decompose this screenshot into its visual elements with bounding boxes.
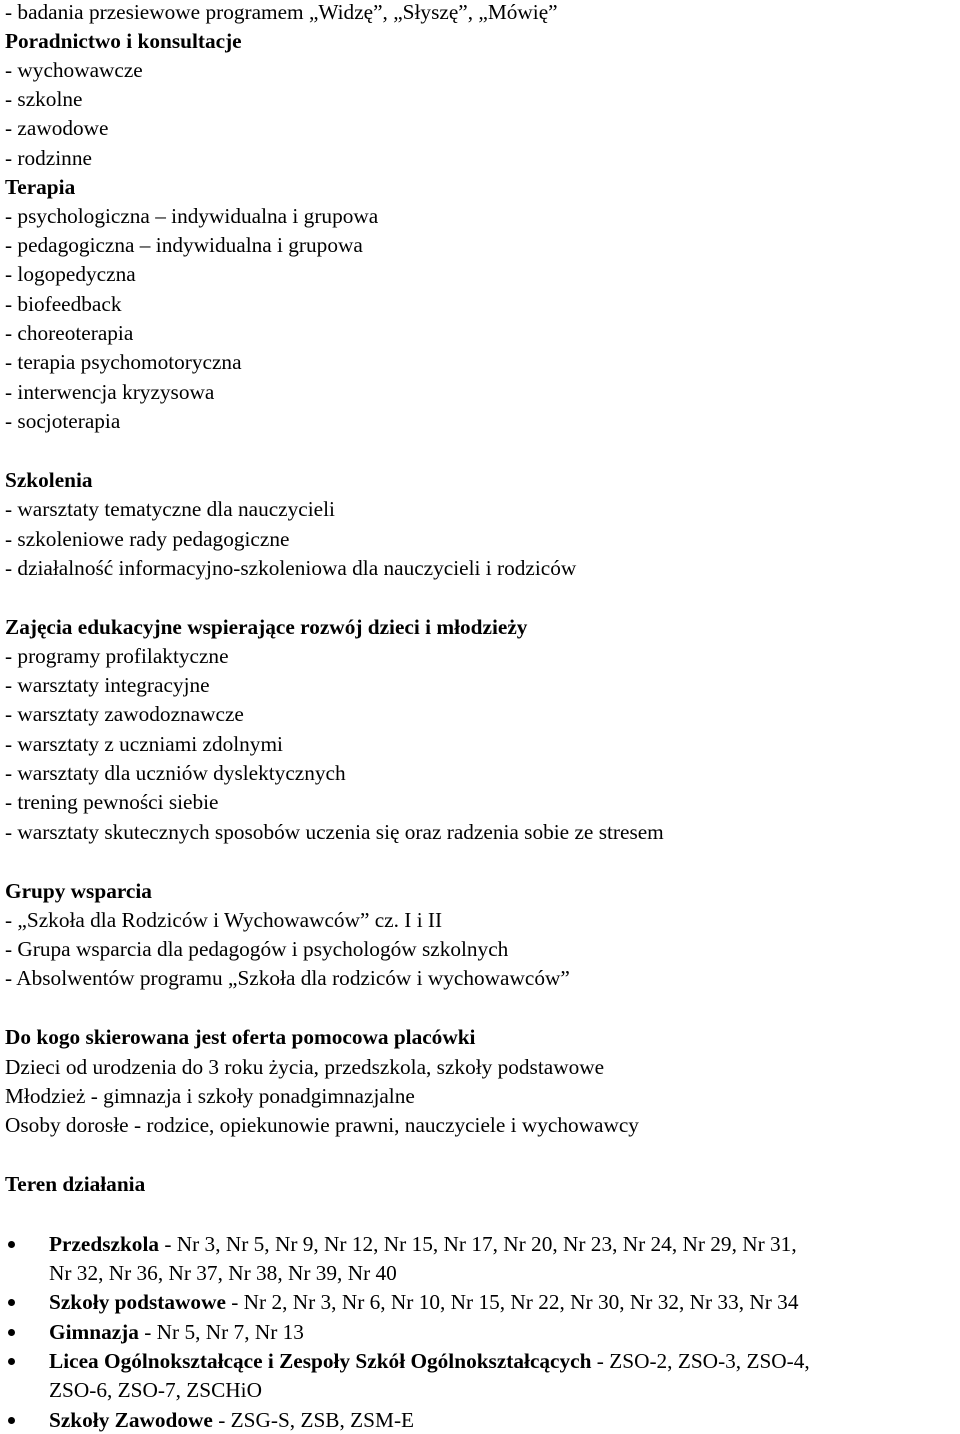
bullet-label: Szkoły podstawowe bbox=[49, 1290, 226, 1314]
bullet-text: ZSO-6, ZSO-7, ZSCHiO bbox=[49, 1378, 262, 1402]
list-item: - warsztaty integracyjne bbox=[5, 673, 210, 697]
bullet-text: - Nr 2, Nr 3, Nr 6, Nr 10, Nr 15, Nr 22, Nr 30, Nr 32, Nr 33, Nr 34 bbox=[225, 1290, 799, 1314]
list-item: - biofeedback bbox=[5, 292, 122, 316]
bullet-dot-icon bbox=[8, 1417, 15, 1424]
list-item: - działalność informacyjno-szkoleniowa dla nauczycieli i rodziców bbox=[5, 556, 577, 580]
list-item: - rodzinne bbox=[5, 146, 92, 170]
list-item: - logopedyczna bbox=[5, 262, 136, 286]
list-item: - warsztaty z uczniami zdolnymi bbox=[5, 732, 283, 756]
bullet-dot-icon bbox=[8, 1241, 15, 1248]
bullet-label: Przedszkola bbox=[49, 1232, 160, 1256]
section-heading-terapia: Terapia bbox=[5, 175, 76, 199]
list-item: - zawodowe bbox=[5, 116, 109, 140]
section-heading-teren: Teren działania bbox=[5, 1172, 146, 1196]
bullet-dot-icon bbox=[8, 1299, 15, 1306]
list-item: - Grupa wsparcia dla pedagogów i psychologów szkolnych bbox=[5, 937, 509, 961]
bullet-label: Gimnazja bbox=[49, 1320, 139, 1344]
section-heading-zajecia: Zajęcia edukacyjne wspierające rozwój dzieci i młodzieży bbox=[5, 615, 528, 639]
badania-line: - badania przesiewowe programem „Widzę”, „Słyszę”, „Mówię” bbox=[5, 0, 558, 24]
section-heading-poradnictwo: Poradnictwo i konsultacje bbox=[5, 29, 242, 53]
list-item: - szkoleniowe rady pedagogiczne bbox=[5, 527, 290, 551]
list-item: - terapia psychomotoryczna bbox=[5, 350, 242, 374]
list-item: - interwencja kryzysowa bbox=[5, 380, 215, 404]
list-item: - Absolwentów programu „Szkoła dla rodziców i wychowawców” bbox=[5, 966, 570, 990]
list-item: - szkolne bbox=[5, 87, 83, 111]
section-heading-szkolenia: Szkolenia bbox=[5, 468, 93, 492]
section-heading-grupy: Grupy wsparcia bbox=[5, 879, 152, 903]
section-heading-do-kogo: Do kogo skierowana jest oferta pomocowa placówki bbox=[5, 1025, 476, 1049]
bullet-label: Szkoły Zawodowe bbox=[49, 1408, 213, 1432]
list-item: - trening pewności siebie bbox=[5, 790, 219, 814]
list-item: Osoby dorosłe - rodzice, opiekunowie prawni, nauczyciele i wychowawcy bbox=[5, 1113, 639, 1137]
list-item: - wychowawcze bbox=[5, 58, 143, 82]
list-item: Młodzież - gimnazja i szkoły ponadgimnazjalne bbox=[5, 1084, 415, 1108]
bullet-dot-icon bbox=[8, 1358, 15, 1365]
list-item: - socjoterapia bbox=[5, 409, 121, 433]
bullet-text: - ZSG-S, ZSB, ZSM-E bbox=[212, 1408, 415, 1432]
bullet-text: - Nr 5, Nr 7, Nr 13 bbox=[138, 1320, 304, 1344]
bullet-text: Nr 32, Nr 36, Nr 37, Nr 38, Nr 39, Nr 40 bbox=[49, 1261, 397, 1285]
bullet-text: - Nr 3, Nr 5, Nr 9, Nr 12, Nr 15, Nr 17, Nr 20, Nr 23, Nr 24, Nr 29, Nr 31, bbox=[159, 1232, 797, 1256]
list-item: - choreoterapia bbox=[5, 321, 134, 345]
list-item: Dzieci od urodzenia do 3 roku życia, przedszkola, szkoły podstawowe bbox=[5, 1055, 605, 1079]
list-item: - warsztaty dla uczniów dyslektycznych bbox=[5, 761, 346, 785]
list-item: - warsztaty tematyczne dla nauczycieli bbox=[5, 497, 335, 521]
list-item: - psychologiczna – indywidualna i grupowa bbox=[5, 204, 379, 228]
list-item: - pedagogiczna – indywidualna i grupowa bbox=[5, 233, 363, 257]
bullet-dot-icon bbox=[8, 1329, 15, 1336]
list-item: - „Szkoła dla Rodziców i Wychowawców” cz. I i II bbox=[5, 908, 443, 932]
list-item: - programy profilaktyczne bbox=[5, 644, 229, 668]
bullet-label: Licea Ogólnokształcące i Zespoły Szkół Ogólnokształcących bbox=[49, 1349, 592, 1373]
list-item: - warsztaty zawodoznawcze bbox=[5, 702, 244, 726]
bullet-text: - ZSO-2, ZSO-3, ZSO-4, bbox=[591, 1349, 810, 1373]
list-item: - warsztaty skutecznych sposobów uczenia się oraz radzenia sobie ze stresem bbox=[5, 820, 664, 844]
